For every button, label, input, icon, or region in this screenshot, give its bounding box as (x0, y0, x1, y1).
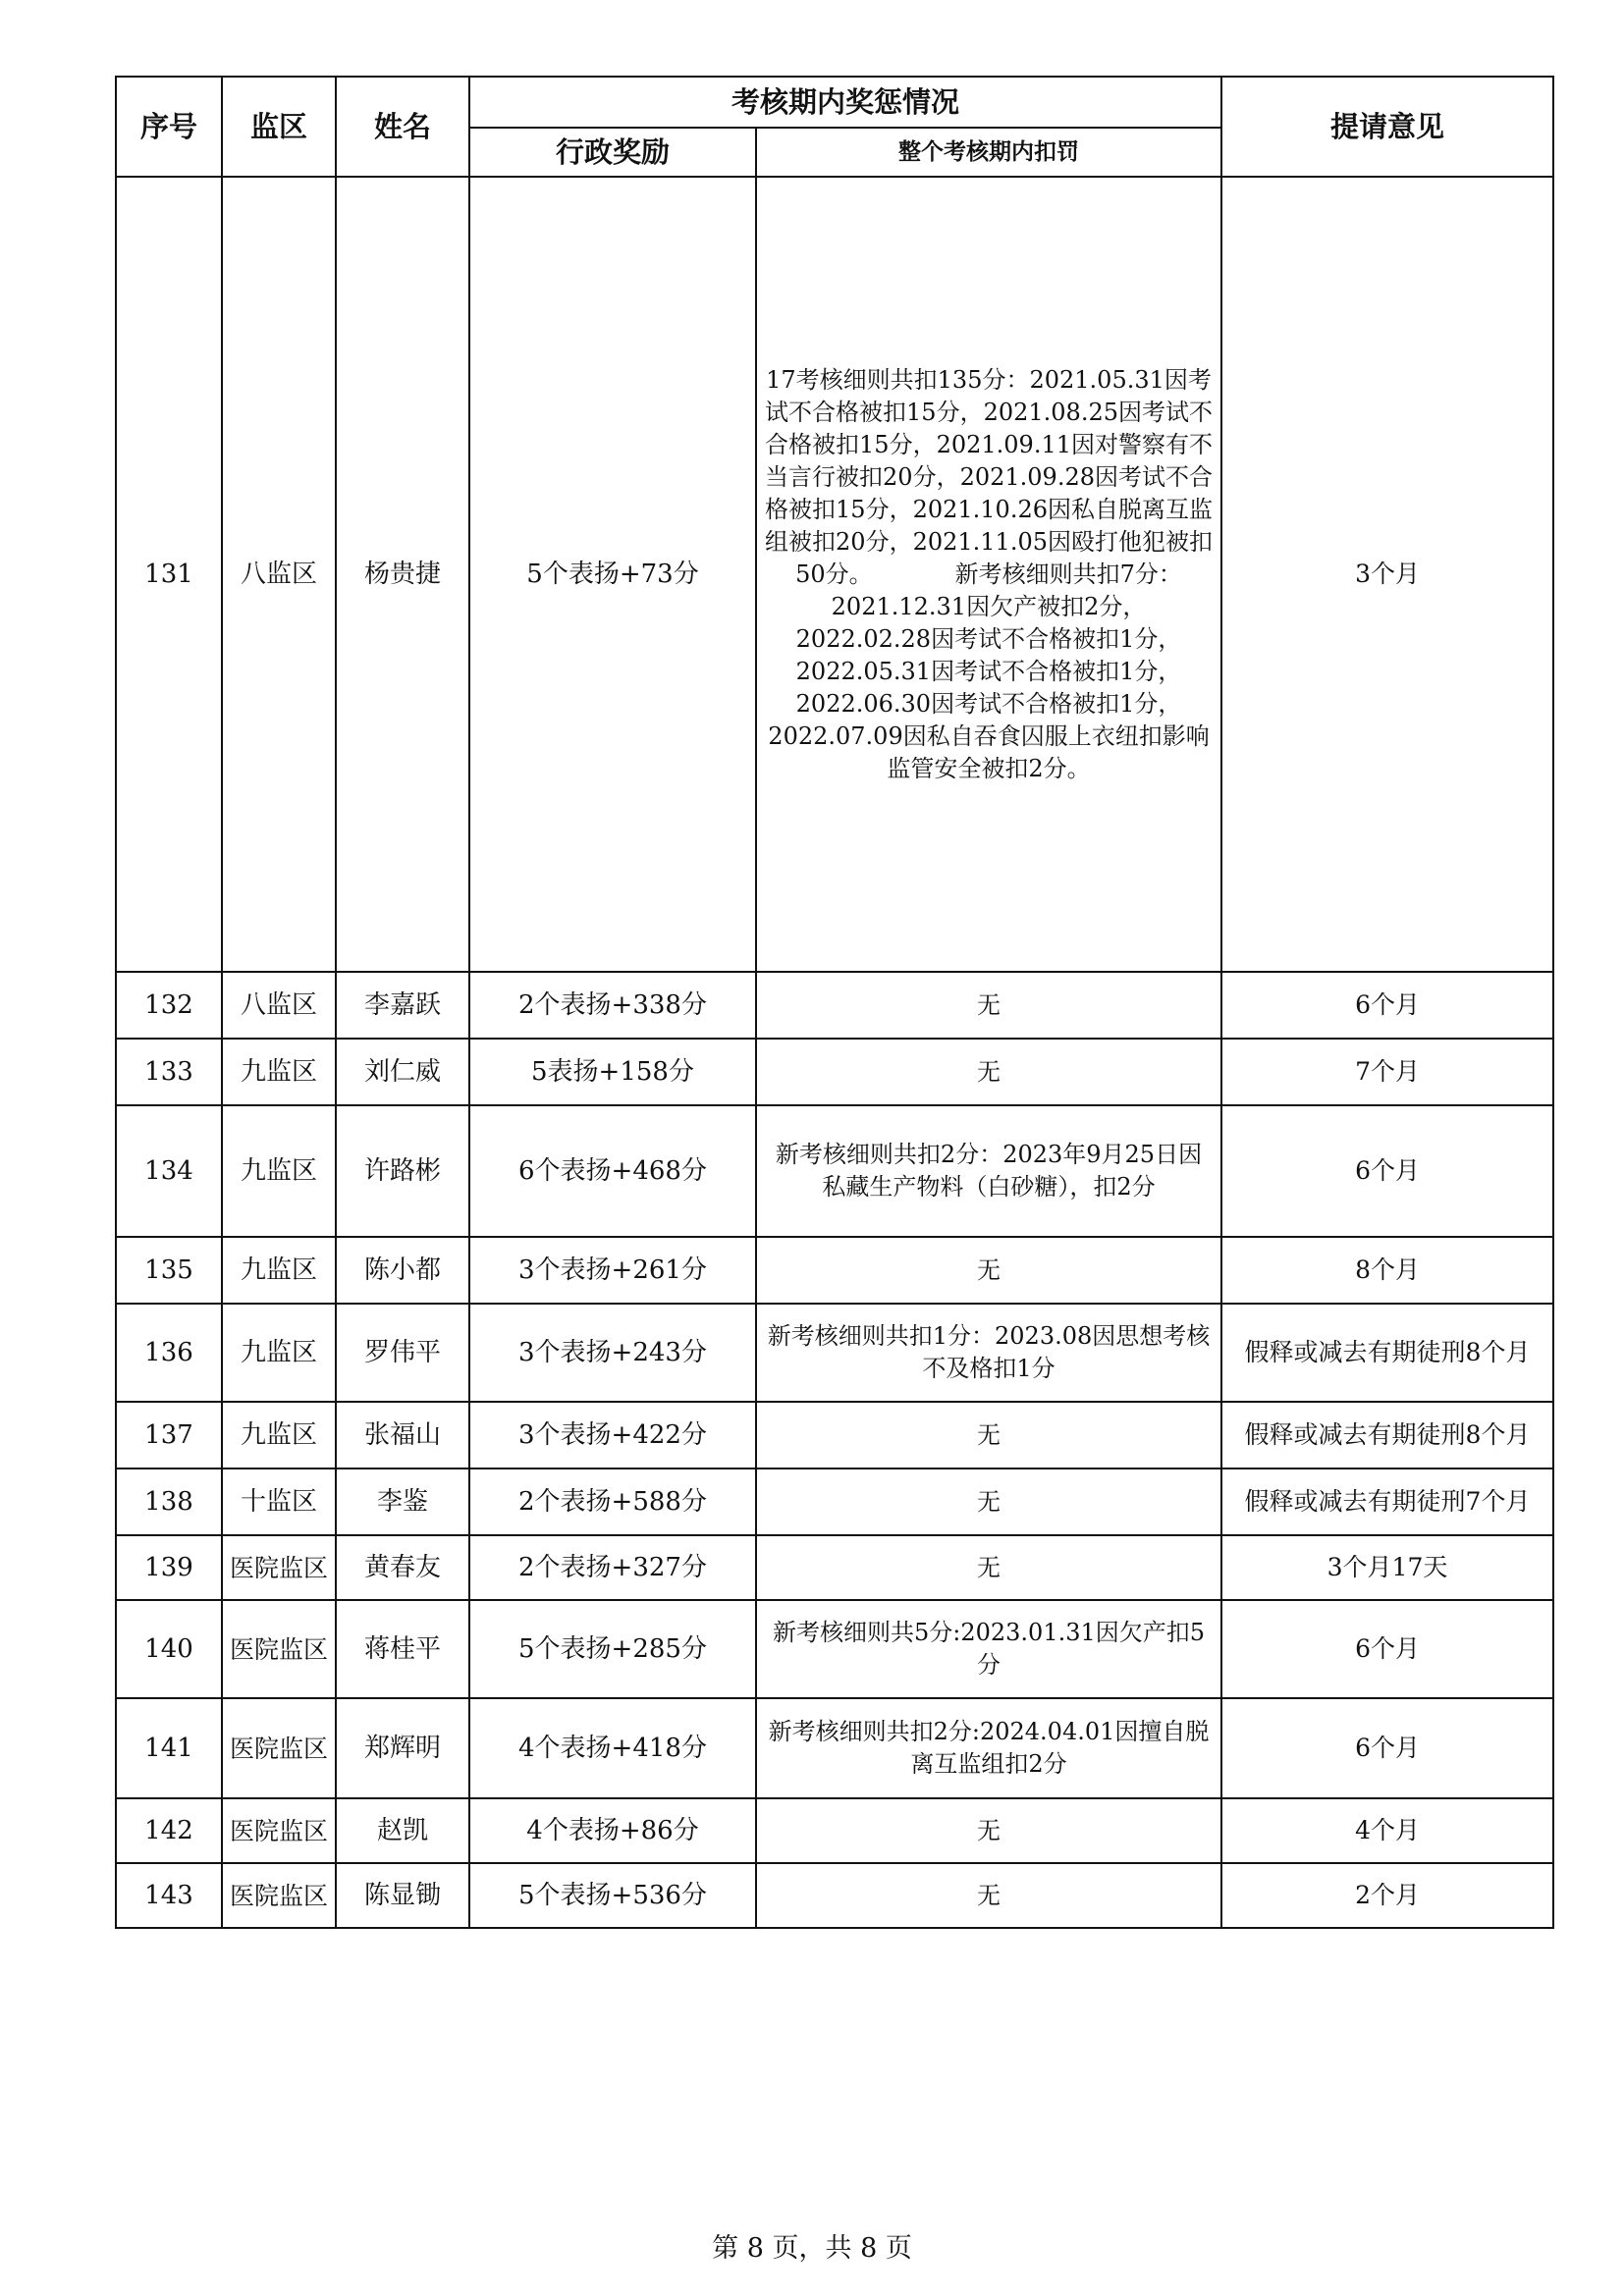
header-prison-area: 监区 (222, 77, 336, 177)
row-name: 郑辉明 (336, 1698, 469, 1798)
row-reward: 5个表扬+536分 (469, 1863, 756, 1928)
row-opinion: 6个月 (1221, 1105, 1553, 1237)
row-name: 陈小都 (336, 1237, 469, 1304)
row-name: 许路彬 (336, 1105, 469, 1237)
row-name: 罗伟平 (336, 1304, 469, 1402)
row-name: 蒋桂平 (336, 1600, 469, 1698)
table-body (116, 177, 1553, 1928)
row-reward: 5表扬+158分 (469, 1039, 756, 1105)
row-opinion: 3个月17天 (1221, 1535, 1553, 1600)
row-penalty: 无 (756, 1237, 1221, 1304)
row-seq: 138 (116, 1468, 222, 1535)
row-penalty: 新考核细则共扣1分：2023.08因思想考核不及格扣1分 (756, 1304, 1221, 1402)
row-opinion: 6个月 (1221, 1698, 1553, 1798)
row-penalty: 新考核细则共扣2分:2024.04.01因擅自脱离互监组扣2分 (756, 1698, 1221, 1798)
table-row (116, 1402, 1553, 1468)
table-row (116, 1863, 1553, 1928)
row-penalty: 无 (756, 1039, 1221, 1105)
row-seq: 142 (116, 1798, 222, 1863)
row-penalty: 无 (756, 1468, 1221, 1535)
row-seq: 134 (116, 1105, 222, 1237)
row-opinion: 6个月 (1221, 972, 1553, 1039)
row-seq: 135 (116, 1237, 222, 1304)
header-reward-penalty-group: 考核期内奖惩情况 (469, 77, 1221, 128)
row-seq: 131 (116, 177, 222, 972)
row-name: 张福山 (336, 1402, 469, 1468)
header-admin-reward: 行政奖励 (469, 128, 756, 177)
row-reward: 3个表扬+243分 (469, 1304, 756, 1402)
row-area: 医院监区 (222, 1698, 336, 1798)
table-row (116, 1535, 1553, 1600)
row-reward: 3个表扬+261分 (469, 1237, 756, 1304)
table-row (116, 1698, 1553, 1798)
row-reward: 4个表扬+418分 (469, 1698, 756, 1798)
row-opinion: 3个月 (1221, 177, 1553, 972)
table-row (116, 1304, 1553, 1402)
row-reward: 2个表扬+588分 (469, 1468, 756, 1535)
table-row (116, 1105, 1553, 1237)
row-reward: 5个表扬+285分 (469, 1600, 756, 1698)
row-opinion: 假释或减去有期徒刑8个月 (1221, 1402, 1553, 1468)
row-area: 医院监区 (222, 1600, 336, 1698)
row-seq: 140 (116, 1600, 222, 1698)
row-penalty: 无 (756, 1798, 1221, 1863)
row-penalty: 无 (756, 1535, 1221, 1600)
row-name: 李嘉跃 (336, 972, 469, 1039)
row-area: 九监区 (222, 1402, 336, 1468)
row-penalty: 无 (756, 1402, 1221, 1468)
row-opinion: 假释或减去有期徒刑8个月 (1221, 1304, 1553, 1402)
row-reward: 4个表扬+86分 (469, 1798, 756, 1863)
table-row (116, 1600, 1553, 1698)
row-penalty: 17考核细则共扣135分：2021.05.31因考试不合格被扣15分，2021.08.25因考试不合格被扣15分，2021.09.11因对警察有不当言行被扣20分，2021.09.28因考试不合格被扣15分，2021.10.26因私自脱离互监组被扣20分，2021.11.05因殴打他犯被扣50分。 新考核细则共扣7分：2021.12.31因欠产被扣2分，2022.02.28因考试不合格被扣1分，2022.05.31因考试不合格被扣1分，2022.06.30因考试不合格被扣1分，2022.07.09因私自吞食囚服上衣纽扣影响监管安全被扣2分。 (756, 177, 1221, 972)
row-penalty: 新考核细则共5分:2023.01.31因欠产扣5分 (756, 1600, 1221, 1698)
row-seq: 133 (116, 1039, 222, 1105)
row-seq: 132 (116, 972, 222, 1039)
row-reward: 2个表扬+338分 (469, 972, 756, 1039)
row-penalty: 无 (756, 1863, 1221, 1928)
table-row (116, 1039, 1553, 1105)
assessment-table-container (115, 76, 1554, 1929)
row-area: 八监区 (222, 177, 336, 972)
row-name: 黄春友 (336, 1535, 469, 1600)
row-opinion: 4个月 (1221, 1798, 1553, 1863)
row-area: 八监区 (222, 972, 336, 1039)
header-opinion: 提请意见 (1221, 77, 1553, 177)
row-seq: 136 (116, 1304, 222, 1402)
row-area: 九监区 (222, 1304, 336, 1402)
row-area: 九监区 (222, 1039, 336, 1105)
table-row (116, 1468, 1553, 1535)
header-row-top (116, 77, 1553, 128)
row-seq: 139 (116, 1535, 222, 1600)
page-number: 第 8 页，共 8 页 (712, 2233, 912, 2264)
row-opinion: 2个月 (1221, 1863, 1553, 1928)
row-reward: 2个表扬+327分 (469, 1535, 756, 1600)
row-opinion: 假释或减去有期徒刑7个月 (1221, 1468, 1553, 1535)
row-area: 九监区 (222, 1105, 336, 1237)
row-name: 杨贵捷 (336, 177, 469, 972)
table-row (116, 1237, 1553, 1304)
row-reward: 3个表扬+422分 (469, 1402, 756, 1468)
row-area: 医院监区 (222, 1798, 336, 1863)
row-name: 李鉴 (336, 1468, 469, 1535)
row-penalty: 无 (756, 972, 1221, 1039)
assessment-table (115, 76, 1554, 1929)
row-penalty: 新考核细则共扣2分：2023年9月25日因私藏生产物料（白砂糖），扣2分 (756, 1105, 1221, 1237)
row-opinion: 8个月 (1221, 1237, 1553, 1304)
header-seq: 序号 (116, 77, 222, 177)
header-penalty: 整个考核期内扣罚 (756, 128, 1221, 177)
row-seq: 137 (116, 1402, 222, 1468)
table-row (116, 972, 1553, 1039)
header-name: 姓名 (336, 77, 469, 177)
table-row (116, 177, 1553, 972)
row-area: 医院监区 (222, 1535, 336, 1600)
row-opinion: 7个月 (1221, 1039, 1553, 1105)
row-area: 医院监区 (222, 1863, 336, 1928)
row-name: 陈显锄 (336, 1863, 469, 1928)
row-reward: 6个表扬+468分 (469, 1105, 756, 1237)
row-opinion: 6个月 (1221, 1600, 1553, 1698)
row-name: 刘仁威 (336, 1039, 469, 1105)
row-area: 九监区 (222, 1237, 336, 1304)
row-name: 赵凯 (336, 1798, 469, 1863)
page-footer (0, 2226, 1624, 2265)
row-seq: 143 (116, 1863, 222, 1928)
row-seq: 141 (116, 1698, 222, 1798)
table-row (116, 1798, 1553, 1863)
row-area: 十监区 (222, 1468, 336, 1535)
row-reward: 5个表扬+73分 (469, 177, 756, 972)
